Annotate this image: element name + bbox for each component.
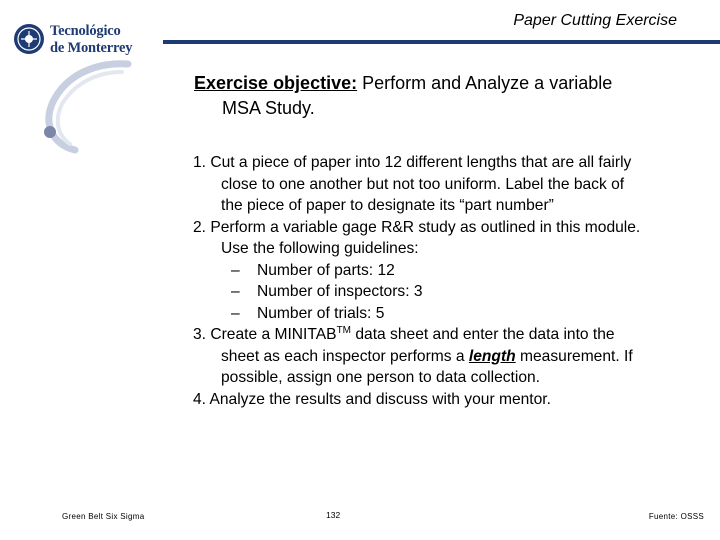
step-2-line-2: Use the following guidelines: <box>221 240 419 257</box>
step-1-line-1: 1. Cut a piece of paper into 12 different lengths that are all fairly <box>193 154 632 171</box>
step-2-line-1: 2. Perform a variable gage R&R study as outlined in this module. <box>193 218 641 236</box>
step-3-line-1 <box>193 326 615 343</box>
bullet-dash: – <box>231 261 240 279</box>
step-3-line-3: possible, assign one person to data collection. <box>221 369 541 386</box>
guideline-parts <box>193 260 713 282</box>
exercise-objective <box>194 71 694 121</box>
objective-text-line-2: MSA Study. <box>222 98 315 118</box>
steps-list <box>193 152 713 410</box>
step-1-line-3: the piece of paper to designate its “part number” <box>221 197 554 214</box>
guideline-parts-text: Number of parts: 12 <box>257 261 395 279</box>
guideline-inspectors <box>193 281 713 303</box>
logo-emblem-icon <box>12 22 46 56</box>
step-3 <box>193 324 713 389</box>
title-rule <box>163 40 720 44</box>
step-4-line-1: 4. Analyze the results and discuss with your mentor. <box>193 390 551 408</box>
bullet-dash: – <box>231 283 240 300</box>
logo-line-2: de Monterrey <box>50 40 133 56</box>
decorative-swirl-icon <box>30 58 140 168</box>
step-1-line-2: close to one another but not too uniform. Label the back of <box>221 175 625 193</box>
length-emphasis: length <box>468 347 516 365</box>
page-number: 132 <box>326 510 341 520</box>
step-3-line-2-b: measurement. If <box>515 347 633 365</box>
step-3-text-b: data sheet and enter the data into the <box>351 326 615 343</box>
footer-course: Green Belt Six Sigma <box>62 512 145 521</box>
step-4 <box>193 389 713 411</box>
bullet-dash: – <box>231 304 240 322</box>
step-3-line-2-a: sheet as each inspector performs a <box>221 347 469 365</box>
footer-source: Fuente: OSSS <box>648 512 704 521</box>
logo <box>12 22 152 62</box>
guideline-trials-text: Number of trials: 5 <box>257 304 385 322</box>
guideline-inspectors-text: Number of inspectors: 3 <box>257 283 423 300</box>
objective-label: Exercise objective: <box>194 73 358 93</box>
step-3-text-a: 3. Create a MINITAB <box>193 326 337 343</box>
step-3-line-2 <box>193 346 713 368</box>
objective-text-line-1: Perform and Analyze a variable <box>357 73 613 93</box>
logo-line-1: Tecnológico <box>50 23 121 39</box>
trademark-mark: TM <box>336 325 352 336</box>
step-1 <box>193 152 713 217</box>
step-2 <box>193 217 713 325</box>
slide-title: Paper Cutting Exercise <box>513 12 677 29</box>
guideline-trials <box>193 303 713 325</box>
